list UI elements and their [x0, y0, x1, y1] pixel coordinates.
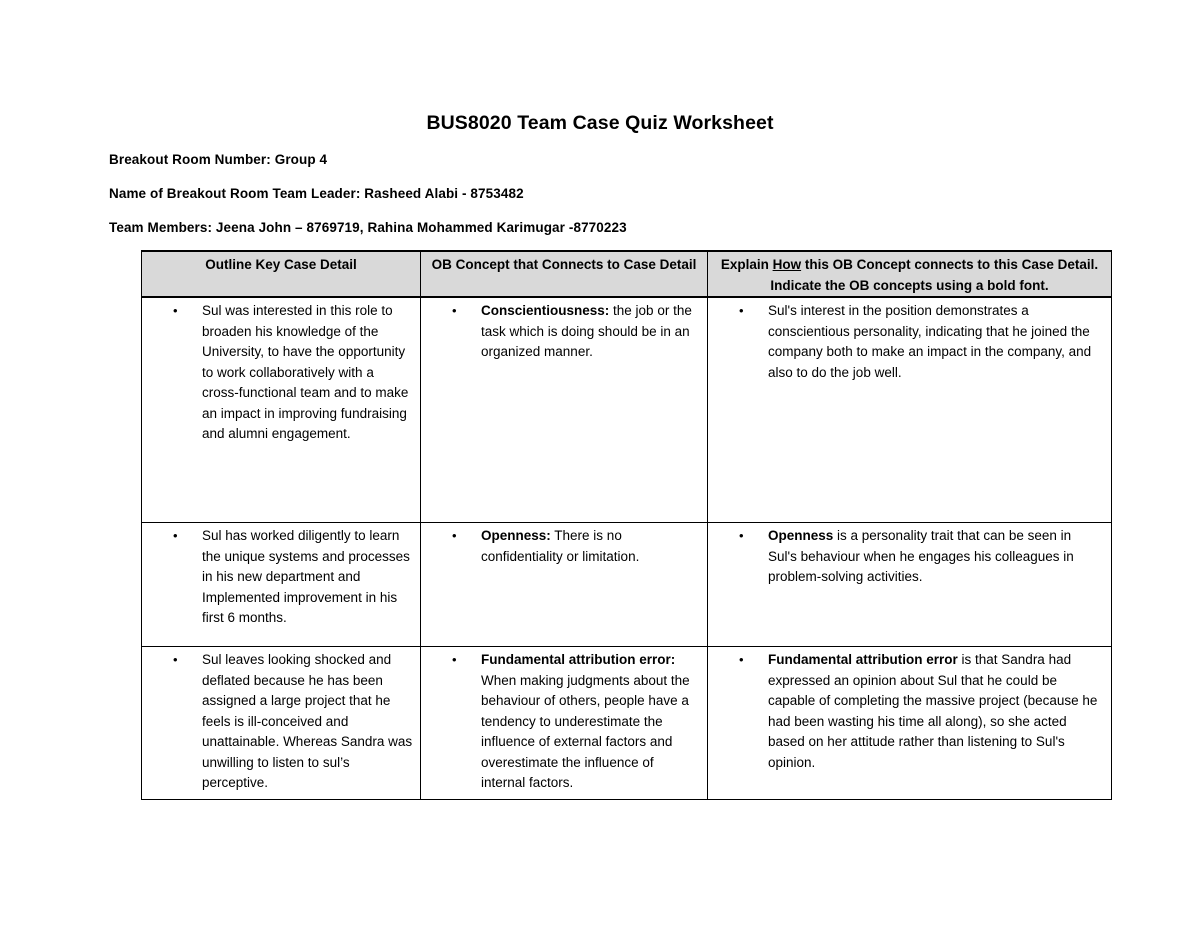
how-underlined: How [772, 257, 802, 272]
bullet-icon: • [739, 528, 744, 543]
header-key-case-detail: Outline Key Case Detail [142, 251, 421, 297]
bullet-icon: • [452, 303, 457, 318]
case-detail-cell: • Sul leaves looking shocked and deflated because he has been assigned a large project that he feels is ill-conceived and unattainable. Whereas Sandra was unwilling to listen to sul’s perceptive. [142, 647, 421, 800]
table-header-row [142, 251, 1112, 297]
table-row [142, 647, 1112, 800]
bullet-icon: • [173, 528, 178, 543]
team-leader-name: Name of Breakout Room Team Leader: Rasheed Alabi - 8753482 [109, 186, 524, 201]
case-detail-cell: • Sul has worked diligently to learn the unique systems and processes in his new department and Implemented improvement in his first 6 months. [142, 523, 421, 647]
bullet-icon: • [739, 303, 744, 318]
ob-concept-cell: • Openness: There is no confidentiality or limitation. [421, 523, 708, 647]
table-row [142, 297, 1112, 523]
table-row [142, 523, 1112, 647]
team-members: Team Members: Jeena John – 8769719, Rahina Mohammed Karimugar -8770223 [109, 220, 627, 235]
header-explain-how: Explain How this OB Concept connects to this Case Detail. Indicate the OB concepts using a bold font. [708, 251, 1112, 297]
explanation-cell: • Fundamental attribution error is that Sandra had expressed an opinion about Sul that he could be capable of completing the massive project (because he had been wasting his time all along), so she acted based on her attitude rather than listening to Sul's opinion. [708, 647, 1112, 800]
ob-concept-cell: • Conscientiousness: the job or the task which is doing should be in an organized manner. [421, 297, 708, 523]
bullet-icon: • [452, 528, 457, 543]
bullet-icon: • [739, 652, 744, 667]
bullet-icon: • [452, 652, 457, 667]
case-detail-cell: • Sul was interested in this role to broaden his knowledge of the University, to have the opportunity to work collaboratively with a cross-functional team and to make an impact in improving fundraising and alumni engagement. [142, 297, 421, 523]
bullet-icon: • [173, 303, 178, 318]
bullet-icon: • [173, 652, 178, 667]
explanation-cell: • Sul's interest in the position demonstrates a conscientious personality, indicating that he joined the company both to make an impact in the company, and also to do the job well. [708, 297, 1112, 523]
explanation-cell: • Openness is a personality trait that can be seen in Sul's behaviour when he engages his colleagues in problem-solving activities. [708, 523, 1112, 647]
worksheet-title: BUS8020 Team Case Quiz Worksheet [426, 112, 774, 134]
breakout-room-number: Breakout Room Number: Group 4 [109, 152, 328, 167]
case-quiz-table [141, 250, 1112, 800]
ob-concept-cell: • Fundamental attribution error: When making judgments about the behaviour of others, people have a tendency to underestimate the influence of external factors and overestimate the influence of internal factors. [421, 647, 708, 800]
header-ob-concept: OB Concept that Connects to Case Detail [421, 251, 708, 297]
